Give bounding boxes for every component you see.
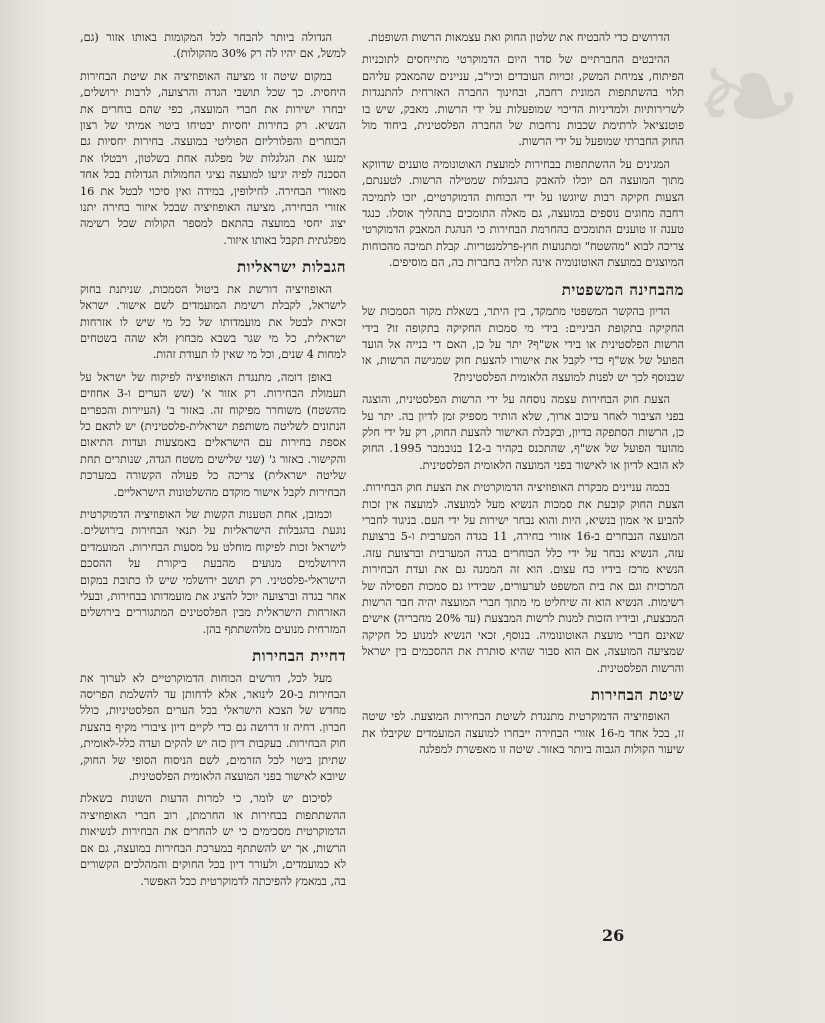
body-paragraph: המגינים על ההשתתפות בבחירות למועצת האוטונומיה טוענים שדווקא מתוך המועצה הם יוכלו להאבק בהגבלות שמטילה הרשות. לטענתם, הצעות חקיקה רבות שיוגשו על ידי הכוחות הדמוקרטיים, יזכו לתמיכה רחבה מחוגים נוספים במועצה, גם מאלה התומכים בתהליך אוסלו. כנגד טענה זו טוענים התומכים בהחרמת הבחירות כי הנהגת המאבק הדמוקרטי צריכה לבוא "מהשטח" ומתנועות חוץ-פרלמנטריות. קבלת תמיכה מהכוחות המיוצגים במועצת האוטונומיה אינה תלויה בחברות בה, הם מוסיפים. <box>362 157 684 270</box>
section-heading-restrictions: הגבלות ישראליות <box>236 258 346 277</box>
left-column <box>80 30 346 896</box>
body-paragraph: הצעת חוק הבחירות עצמה נוסחה על ידי הרשות הפלסטינית, והוצגה בפני הציבור לאחר עיכוב ארוך, שלא הותיר מספיק זמן לדיון בה. יתר על כן, הרשות הסתפקה בדיון, ובקבלת האישור להצעת החוק, רק על ידי חלק מהועד הפועל של אש"ף, שהתכנס בקהיר ב-12 בנובמבר 1995. החוק לא הובא לדיון או לאישור בפני המועצה הלאומית הפלסטינית. <box>362 393 684 472</box>
right-column <box>362 30 684 765</box>
page-number: 26 <box>602 926 625 945</box>
body-paragraph: ההיבטים החברתיים של סדר היום הדמוקרטי מתייחסים לתוכניות הפיתוח, צמיחת המשק, זכויות העובדים וכיו"ב, עניינים שהמאבק עליהם תלוי בהשתתפות המונית רחבה, ובחינוך החברה האזרחית להתנגדות לשרירותיות ולמדיניות הדיכוי שמופעלות על ידי הרשות. מאבק, שיש בו פוטנציאל לרתימת שכבות נרחבות של החברה הפלסטינית, ביחוד מול החוק החברתי שמופעל על ידי הרשות. <box>362 53 684 149</box>
body-paragraph: האופוזיציה דורשת את ביטול הסמכות, שניתנת בחוק לישראל, לקבלת רשימת המועמדים לשם אישור. ישראל זכאית לבטל את מועמדותו של כל מי שיש לו אזרחות ישראלית, כל מי שגר בשבא מבחוץ ולא שהה בשטחים למחות 4 שנים, וכל מי שאין לו תעודת זהות. <box>80 282 346 362</box>
body-paragraph: לסיכום יש לומר, כי למרות הדעות השונות בשאלת ההשתתפות בבחירות או החרמתן, רוב חברי האופוזיציה הדמוקרטית מסכימים כי יש להחרים את הבחירות לנשיאות הרשות, אך יש להשתתף במערכת הבחירות במועצה, גם אם לא כמועמדים, ולעורר דיון בכל החוקים והמהלכים הקשורים בה, במאמץ להפיכתה לדמוקרטית ככל האפשר. <box>80 792 346 888</box>
section-heading-method: שיטת הבחירות <box>590 686 684 705</box>
body-paragraph: באופן דומה, מתנגדת האופוזיציה לפיקוח של ישראל על תעמולת הבחירות. רק אזור א' (שש הערים ו-3 אחוזים מהשטח) משוחרר מפיקוח זה. באזור ב' (העיירות והכפרים הנתונים לשליטה משותפת ישראלית-פלסטינית) יש לתאם כל אספת בחירות עם הישראלים באמצעות ועדות התיאום והקישור. באזור ג' (שני שלישים משטח הגדה, שנותרים תחת שליטה ישראלית) צריכה כל פעולה הקשורה במערכת הבחירות לקבל אישור מוקדם מהשלטונות הישראליים. <box>80 370 346 499</box>
bleed-through-watermark: ❧ <box>673 20 825 172</box>
body-paragraph: הדרושים כדי להבטיח את שלטון החוק ואת עצמאות הרשות השופטת. <box>367 31 670 44</box>
body-paragraph: בכמה עניינים מבקרת האופוזיציה הדמוקרטית את הצעת חוק הבחירות. הצעת החוק קובעת את סמכות הנשיא מעל למועצה. למועצה אין זכות להביע אי אמון בנשיא, היות והוא נבחר ישירות על ידי העם. בניגוד לחברי המועצה הנבחרים ב-16 אזורי בחירה, 11 בגדה המערבית ו-5 ברצועת עזה, הנשיא נבחר על ידי כלל הבוחרים בגדה המערבית וברצועת עזה. הנשיא מרכז בידיו כח עצום. הוא זה הממנה גם את ועדת הבחירות המרכזית וגם את בית המשפט לערעורים, שבידיו גם סמכות הפסילה של רשימות. הנשיא הוא זה שיחליט מי מתוך חברי המועצה יהיה חבר הרשות המבצעת, ובידיו הזכות למנות לרשות המבצעת (עד 20% מחבריה) אישים שאינם חברי מועצת האוטונומיה. בנוסף, זכאי הנשיא למנוע כל חקיקה שמציעה המועצה, אם הוא סבור שהיא סותרת את ההסכמים בין ישראל והרשות הפלסטינית. <box>362 481 684 675</box>
section-heading-rejection: דחיית הבחירות <box>252 647 346 666</box>
body-paragraph: הדיון בהקשר המשפטי מתמקד, בין היתר, בשאלת מקור הסמכות של החקיקה בתקופת הביניים: בידי מי סמכות החקיקה בתקופה זו? בידי הרשות הפלסטינית או בידי אש"ף? יתר על כן, האם די בנייה אל הועד הפועל של אש"ף כדי לקבל את אישורו להצעת חוק שמגישה הרשות, או שבנוסף לכך יש לפנות למועצה הלאומית הפלסטינית? <box>362 305 684 384</box>
body-paragraph: הגדולה ביותר להבחר לכל המקומות באותו אזור (גם, למשל, אם יהיו לה רק 30% מהקולות). <box>80 31 346 61</box>
body-paragraph: במקום שיטה זו מציעה האופוזיציה את שיטת הבחירות היחסית. כך שכל תושבי הגדה והרצועה, לרבות ירושלים, יבחרו ישירות את חברי המועצה, כפי שהם בוחרים את הנשיא. רק בחירות יחסיות יבטיחו ביטוי אמיתי של רצון הבוחרים והפלורליזם הפוליטי במועצה. בחירות יחסיות גם ימנעו את הגלגלות של מפלגה אחת בשלטון, ויבטלו את הסכנה לפיה יגיעו למועצה נציגי החמולות הגדולות בכל אחד מאזורי הבחירה. לחילופין, במידה ואין סיכוי לבטל את 16 אזורי הבחירה, מציעה האופוזיציה שבכל איזור בחירה יתנו יצוג יחסי במועצה בהתאם למספר הקולות שכל רשימה מפלגתית תקבל באותו איזור. <box>80 69 346 247</box>
body-paragraph: וכמובן, אחת הטענות הקשות של האופוזיציה הדמוקרטית נוגעת בהגבלות הישראליות על תנאי הבחירות בירושלים. לישראל זכות לפיקוח מוחלט על מסעות הבחירות. המועמדים הירושלמים מנועים מהבעת ביקורת על ההסכם הישראלי-פלסטיני. רק תושב ירושלמי שיש לו כתובת במקום אחר בגדה וברצועה יוכל להציג את מועמדותו בבחירות, ובעלי האזרחות הישראלית מבין הפלסטינים המתגוררים בירושלים המזרחית מנועים מלהשתתף בהן. <box>80 507 346 636</box>
body-paragraph: האופוזיציה הדמוקרטית מתנגדת לשיטת הבחירות המוצעת. לפי שיטה זו, בכל אחד מ-16 אזורי הבחירה ייבחרו למועצה המועמדים שקיבלו את שיעור הקולות הגבוה ביותר באזור. שיטה זו מאפשרת למפלגה <box>362 710 684 757</box>
section-heading-legal: מהבחינה המשפטית <box>561 280 684 299</box>
body-paragraph: מעל לכל, דורשים הכוחות הדמוקרטיים לא לערוך את הבחירות ב-20 לינואר, אלא לדחותן עד להשלמת הפריסה מחדש של הצבא הישראלי בכל הערים הפלסטיניות, כולל חברון. דחיה זו דרושה גם כדי לקיים דיון ציבורי מקיף בהצעת חוק הבחירות. בעקבות דיון כזה יש להקים ועדה כלל-לאומית, שתיתן ביטוי לכל הזרמים, לשם הניסוח הסופי של החוק, שיובא לאישור בפני המועצה הלאומית הפלסטינית. <box>80 671 346 784</box>
